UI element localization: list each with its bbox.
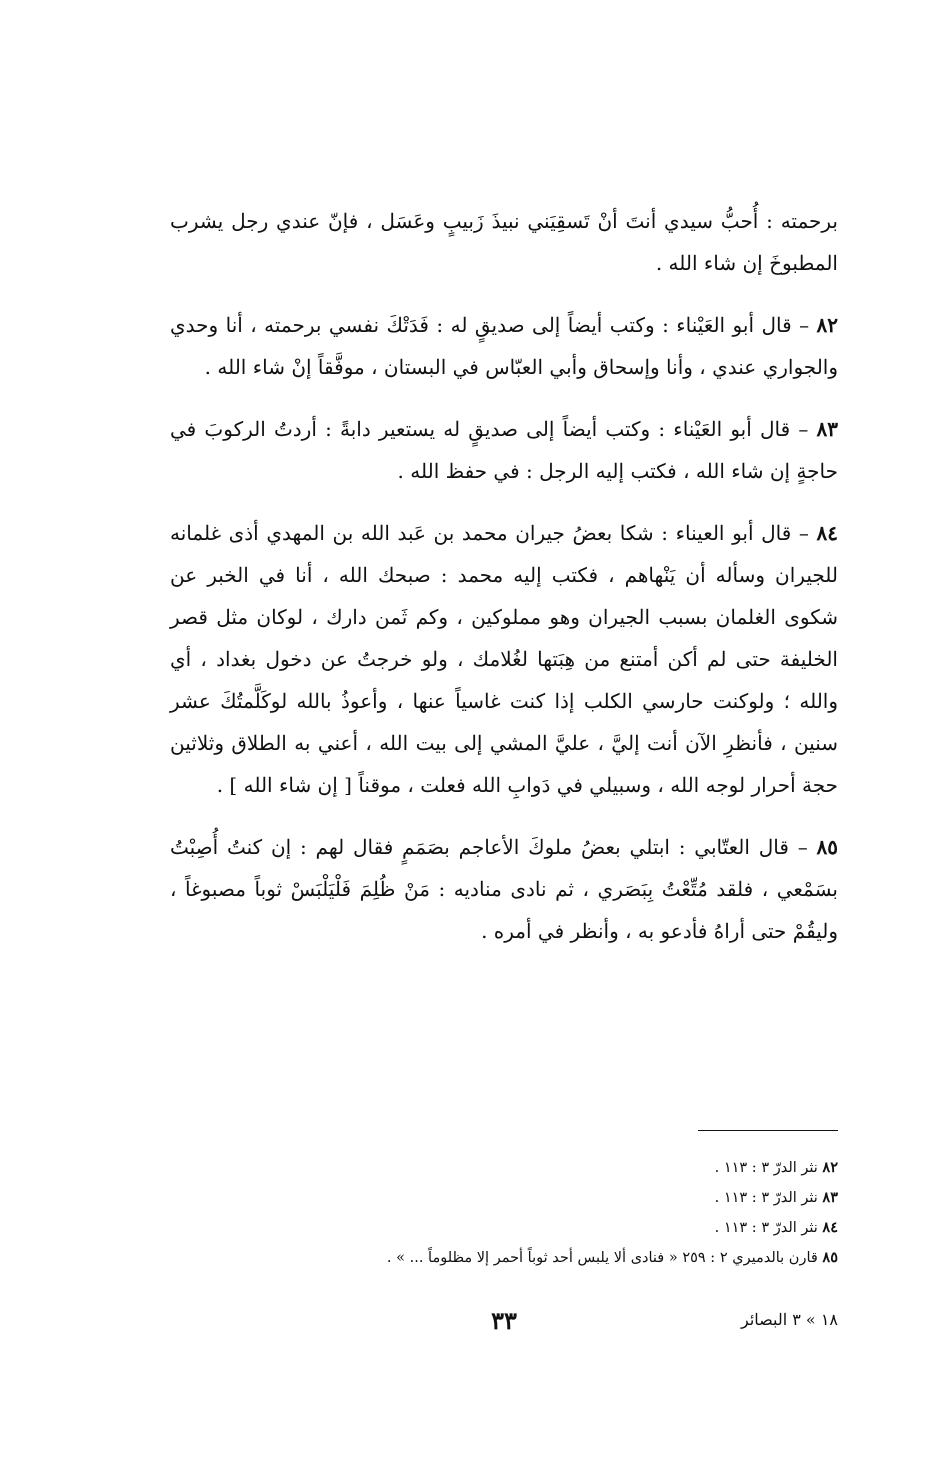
paragraph-text: – قال أبو العيناء : شكا بعضُ جيران محمد بن عَبد الله بن المهدي أذى غلمانه للجيران وسأله أن يَنْهاهم ، فكتب إليه محمد : صبحك الله ، أنا في الخبر عن شكوى الغلمان بسبب الجيران وهو مملوكين ، وكم ثَمن دارك ، لوكان مثل قصر الخليفة حتى لم أكن أمتنع من هِبَتها لغُلامك ، ولو خرجتُ عن دخول بغداد ، أي والله ؛ ولوكنت حارسي الكلب إذا كنت غاسياً عنها ، وأعوذُ بالله لوكَلَّمتُكَ عشر سنين ، فأنظرِ الآن أنت إليَّ ، عليَّ المشي إلى بيت الله ، أعني به الطلاق وثلاثين حجة أحرار لوجه الله ، وسبيلي في دَوابِ الله فعلت ، موقناً [ إن شاء الله ] . (170, 521, 839, 797)
footnote-number: ٨٢ (822, 1159, 838, 1176)
main-text (170, 200, 838, 972)
footnote-item (170, 1183, 838, 1213)
footnote-item (170, 1243, 838, 1273)
footnote-text: نثر الدرّ ٣ : ١١٣ . (714, 1190, 823, 1206)
printer-signature: ١٨ » ٣ البصائر (740, 1310, 838, 1329)
footnotes (170, 1153, 838, 1273)
paragraph-text: برحمته : أُحبُّ سيدي أنتَ أنْ تَسقِيَني نبيذَ زَبيبٍ وعَسَل ، فإنّ عندي رجل يشرب المطبوخَ إن شاء الله . (170, 209, 838, 275)
footnote-number: ٨٤ (822, 1219, 838, 1236)
paragraph-85 (170, 826, 838, 952)
paragraph-number: ٨٤ (816, 521, 838, 545)
paragraph-number: ٨٥ (816, 835, 838, 859)
paragraph-82 (170, 304, 838, 388)
paragraph-text: – قال أبو العَيْناء : وكتب أيضاً إلى صديقٍ له : فَدَتْكَ نفسي برحمته ، أنا وحدي والجواري عندي ، وأنا وإسحاق وأبي العبّاس في البستان ، موفَّقاً إنْ شاء الله . (170, 313, 838, 379)
footnote-divider (698, 1130, 838, 1131)
paragraph-continuation (170, 200, 838, 284)
page-number: ٣٣ (491, 1306, 517, 1335)
footnote-item (170, 1153, 838, 1183)
page-footer (170, 1306, 838, 1340)
paragraph-text: – قال أبو العَيْناء : وكتب أيضاً إلى صديقٍ له يستعير دابةً : أردتُ الركوبَ في حاجةٍ إن شاء الله ، فكتب إليه الرجل : في حفظ الله . (170, 417, 838, 483)
footnote-number: ٨٥ (822, 1249, 838, 1266)
footnote-item (170, 1213, 838, 1243)
footnote-text: قارن بالدميري ٢ : ٢٥٩ « فنادى ألا يلبس أحد ثوباً أحمر إلا مظلوماً ... » . (386, 1250, 823, 1266)
paragraph-number: ٨٣ (816, 417, 838, 441)
footnote-number: ٨٣ (822, 1189, 838, 1206)
paragraph-number: ٨٢ (816, 313, 838, 337)
footnote-text: نثر الدرّ ٣ : ١١٣ . (714, 1160, 823, 1176)
paragraph-83 (170, 408, 838, 492)
paragraph-84 (170, 512, 838, 806)
footnote-text: نثر الدرّ ٣ : ١١٣ . (714, 1220, 823, 1236)
paragraph-text: – قال العتّابي : ابتلي بعضُ ملوكَ الأعاجم بصَمَمٍ فقال لهم : إن كنتُ أُصِبْتُ بسَمْعي ، فلقد مُتِّعْتُ بِبَصَري ، ثم نادى مناديه : مَنْ ظُلِمَ فَلْيَلْبَسْ ثوباً مصبوغاً ، وليقُمْ حتى أراهُ فأدعو به ، وأنظر في أمره . (170, 835, 838, 943)
